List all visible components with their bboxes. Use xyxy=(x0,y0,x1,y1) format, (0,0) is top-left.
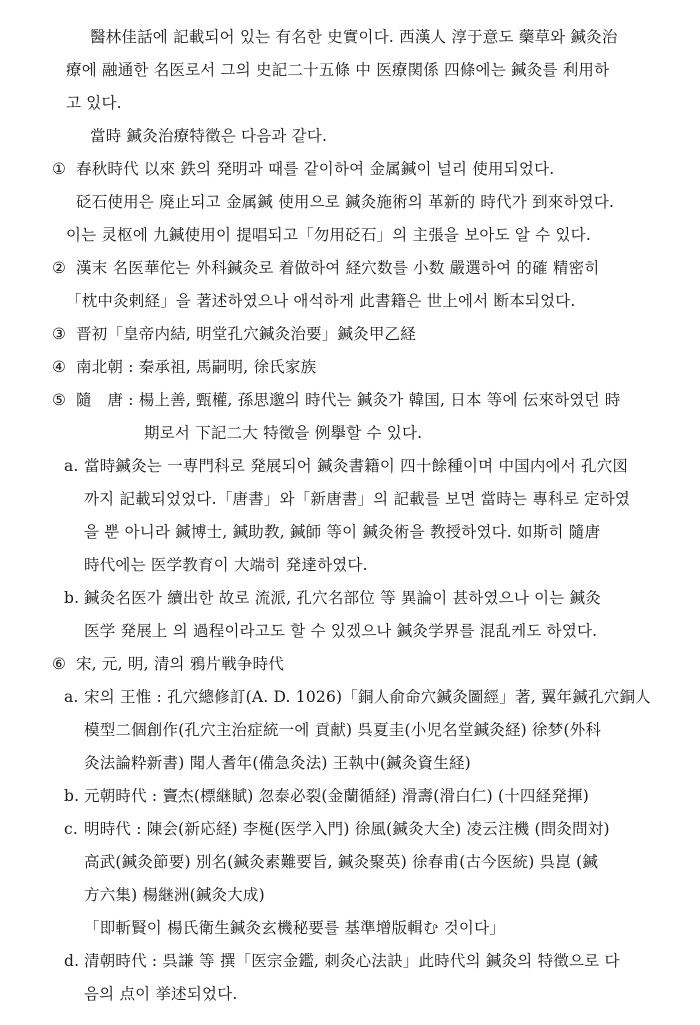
list-item-line: 隨 唐 : 楊上善, 甄權, 孫思邈의 時代는 鍼灸가 韓国, 日本 等에 伝來하였던 時 xyxy=(76,391,621,409)
sublist-item-line: 을 뿐 아니라 鍼博士, 鍼助教, 鍼師 等이 鍼灸術을 教授하였다. 如斯히 隨唐 xyxy=(84,523,601,541)
list-item-line: 이는 灵枢에 九鍼使用이 提唱되고「勿用砭石」의 主張을 보아도 알 수 있다. xyxy=(66,226,591,244)
list-item-line: 南北朝 : 秦承祖, 馬嗣明, 徐氏家族 xyxy=(76,358,317,376)
sublist-item-line: 當時鍼灸는 一専門科로 発展되어 鍼灸書籍이 四十餘種이며 中国内에서 孔穴図 xyxy=(84,457,629,475)
list-item-marker: ⑥ xyxy=(52,655,67,673)
paragraph-line: 當時 鍼灸治療特徵은 다음과 같다. xyxy=(90,127,328,145)
list-item-line: 「枕中灸剌経」을 著述하였으나 애석하게 此書籍은 世上에서 断本되었다. xyxy=(66,292,576,310)
sublist-item-marker: a. xyxy=(64,457,79,475)
sublist-item-marker: d. xyxy=(64,952,80,970)
sublist-item-line: 明時代 : 陳会(新応経) 李梴(医学入門) 徐風(鍼灸大全) 凌云注機 (問灸問対) xyxy=(84,820,610,838)
list-item-marker: ④ xyxy=(52,358,67,376)
list-item-marker: ② xyxy=(52,259,67,277)
sublist-item-line: 宋의 王惟 : 孔穴總修訂(A. D. 1026)「銅人俞命穴鍼灸圖經」著, 翼年鍼孔穴銅人 xyxy=(84,688,651,706)
sublist-item-line: 鍼灸名医가 續出한 故로 流派, 孔穴名部位 等 異論이 甚하였으나 이는 鍼灸 xyxy=(84,589,602,607)
sublist-item-marker: b. xyxy=(64,787,80,805)
list-item-marker: ③ xyxy=(52,325,67,343)
sublist-item-line: 「即斬賢이 楊氏衛生鍼灸玄機秘要를 基準增版輯む 것이다」 xyxy=(84,919,505,937)
sublist-item-line: 医学 発展上 의 過程이라고도 할 수 있겠으나 鍼灸学界를 混乱케도 하였다. xyxy=(84,622,598,640)
sublist-item-marker: a. xyxy=(64,688,79,706)
sublist-item-line: 元朝時代 : 竇杰(標継賦) 忽泰必裂(金蘭循経) 滑壽(滑白仁) (十四経発揮) xyxy=(84,787,589,805)
list-item-line: 晋初「皇帝内結, 明堂孔穴鍼灸治要」鍼灸甲乙経 xyxy=(76,325,416,343)
sublist-item-line: 까지 記載되었었다.「唐書」와「新唐書」의 記載를 보면 當時는 專科로 定하였 xyxy=(84,490,631,508)
list-item-line: 春秋時代 以來 鉄의 発明과 때를 같이하여 金属鍼이 널리 使用되었다. xyxy=(76,160,555,178)
list-item-marker: ⑤ xyxy=(52,391,67,409)
sublist-item-line: 時代에는 医学教育이 大端히 発達하였다. xyxy=(84,556,368,574)
sublist-item-line: 清朝時代 : 呉謙 等 撰「医宗金鑑, 刺灸心法訣」此時代의 鍼灸의 特徵으로 다 xyxy=(84,952,620,970)
list-item-marker: ① xyxy=(52,160,67,178)
sublist-item-line: 高武(鍼灸節要) 別名(鍼灸素難要旨, 鍼灸聚英) 徐春甫(古今医統) 呉崑 (鍼 xyxy=(84,853,599,871)
paragraph-line: 고 있다. xyxy=(66,94,122,112)
sublist-item-marker: b. xyxy=(64,589,80,607)
list-item-line: 漢末 名医華佗는 外科鍼灸로 着做하여 経穴数를 小数 嚴選하여 的確 精密히 xyxy=(76,259,600,277)
sublist-item-line: 灸法論粋新書) 聞人耆年(備急灸法) 王執中(鍼灸資生経) xyxy=(84,754,471,772)
paragraph-line: 醫林佳話에 記載되어 있는 有名한 史實이다. 西漢人 淳于意도 藥草와 鍼灸治 xyxy=(90,28,618,46)
list-item-line: 期로서 下記二大 特徵을 例擧할 수 있다. xyxy=(144,424,423,442)
list-item-line: 砭石使用은 廃止되고 金属鍼 使用으로 鍼灸施術의 革新的 時代가 到來하였다. xyxy=(76,193,615,211)
sublist-item-line: 方六集) 楊継洲(鍼灸大成) xyxy=(84,886,265,904)
sublist-item-line: 模型二個創作(孔穴主治症統一에 貢献) 呉夏圭(小児名堂鍼灸経) 徐梦(外科 xyxy=(84,721,602,739)
list-item-line: 宋, 元, 明, 清의 鴉片戦争時代 xyxy=(76,655,285,673)
sublist-item-marker: c. xyxy=(64,820,79,838)
sublist-item-line: 음의 点이 挙述되었다. xyxy=(84,985,238,1003)
paragraph-line: 療에 融通한 名医로서 그의 史記二十五條 中 医療関係 四條에는 鍼灸를 利用하 xyxy=(66,61,610,79)
